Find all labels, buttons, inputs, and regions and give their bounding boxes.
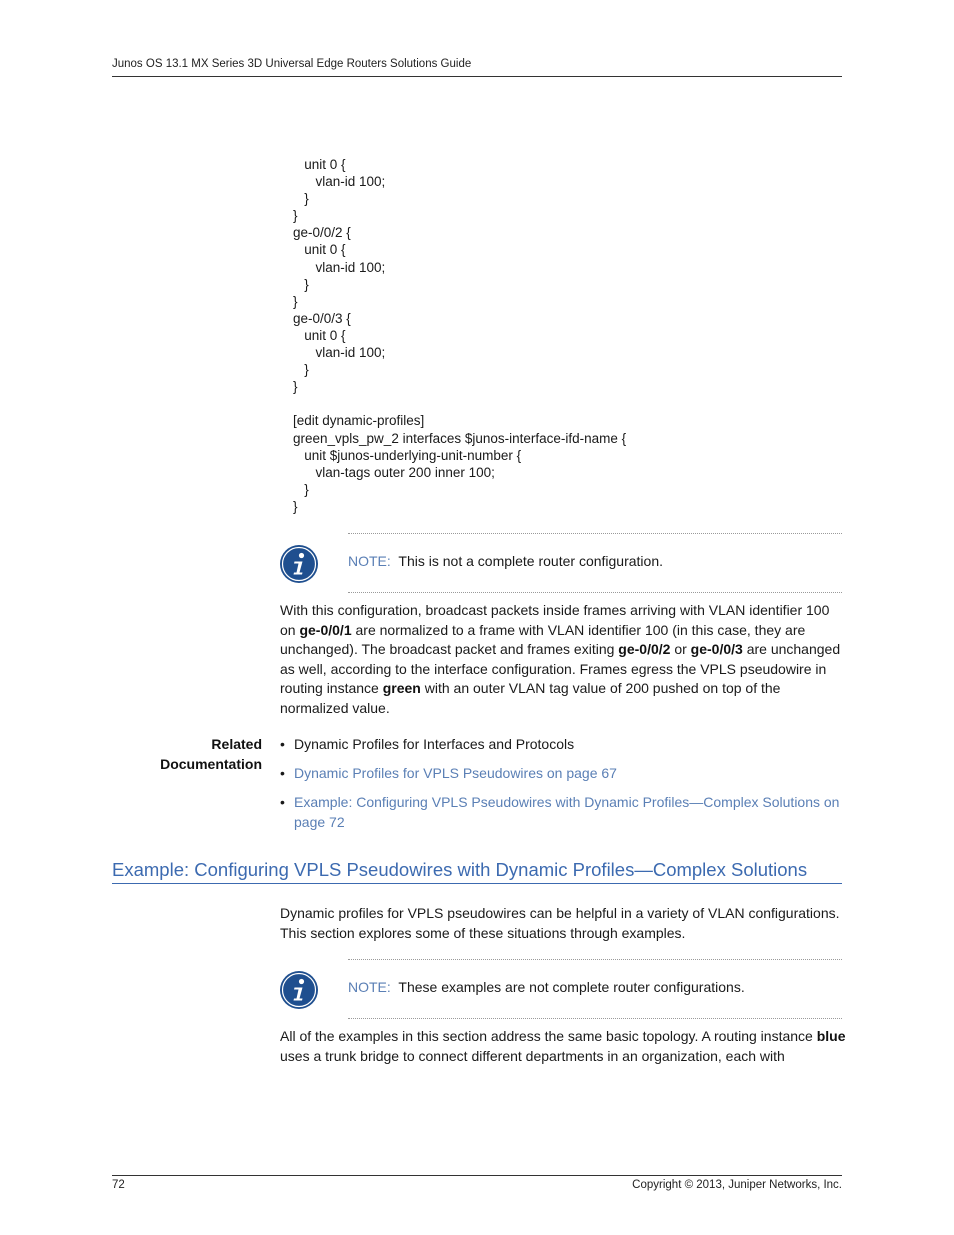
interface-name: ge-0/0/1 [299,621,352,638]
interface-name: ge-0/0/3 [690,641,743,658]
text-run: uses a trunk bridge to connect different departments in an organization, each with [280,1047,785,1064]
code-line: } [293,481,309,497]
section-heading: Example: Configuring VPLS Pseudowires with Dynamic Profiles—Complex Solutions [112,859,808,880]
code-line: vlan-id 100; [293,174,386,190]
related-item [280,734,846,754]
code-line: } [293,379,298,395]
code-line: [edit dynamic-profiles] [293,413,425,429]
label-line: Related [211,736,262,752]
text-run: with an outer VLAN tag value of 200 pushed on top of the normalized value. [280,680,781,716]
text-run: are unchanged as well, according to the interface configuration. Frames egress the VPLS pseudowire in routing instance [280,641,841,697]
body-paragraph [280,1027,846,1066]
section-divider [112,883,842,884]
code-line: ge-0/0/3 { [293,310,351,326]
code-line: } [293,276,309,292]
note-label: NOTE: [348,979,391,995]
related-link-text[interactable]: Dynamic Profiles for VPLS Pseudowires on page 67 [294,765,617,781]
related-documentation-list [280,734,846,841]
note-top-divider [348,533,842,534]
code-line: green_vpls_pw_2 interfaces $junos-interface-ifd-name { [293,430,627,446]
note-text [348,553,663,569]
body-paragraph: Dynamic profiles for VPLS pseudowires can be helpful in a variety of VLAN configurations. This section explores some of these situations through examples. [280,905,840,941]
interface-name: ge-0/0/2 [618,641,671,658]
note-bottom-divider [348,1018,842,1019]
page-number: 72 [112,1179,125,1191]
code-line: } [293,191,309,207]
note-label: NOTE: [348,553,391,569]
header-divider [112,76,842,77]
related-item-text: Dynamic Profiles for Interfaces and Protocols [294,736,575,752]
footer-divider [112,1175,842,1176]
text-run: or [670,641,691,658]
code-line: } [293,362,309,378]
code-line: vlan-id 100; [293,345,386,361]
note-text [348,979,745,995]
running-header: Junos OS 13.1 MX Series 3D Universal Edge Routers Solutions Guide [112,58,472,70]
bullet: • [280,794,285,810]
text-run: With this configuration, broadcast packets inside frames arriving with VLAN identifier 100 on [280,602,830,638]
code-line: unit $junos-underlying-unit-number { [293,447,522,463]
code-line: ge-0/0/2 { [293,225,351,241]
code-line: } [293,293,298,309]
copyright-notice: Copyright © 2013, Juniper Networks, Inc. [632,1179,842,1191]
note-body: These examples are not complete router configurations. [398,979,745,995]
code-line: } [293,498,298,514]
instance-name: blue [816,1028,846,1044]
note-top-divider [348,959,842,960]
code-line: unit 0 { [293,157,346,172]
label-line: Documentation [160,756,262,772]
instance-name: green [382,680,421,697]
body-paragraph [280,601,846,719]
related-link-text[interactable]: Example: Configuring VPLS Pseudowires with Dynamic Profiles—Complex Solutions on page 72 [294,794,840,830]
note-body: This is not a complete router configuration. [398,553,663,569]
code-line: unit 0 { [293,327,346,343]
text-run: are normalized to a frame with VLAN identifier 100 (in this case, they are unchanged). The broadcast packet and frames exiting [280,621,806,658]
code-line [293,395,626,412]
code-line: } [293,208,298,224]
info-icon [279,970,319,1010]
code-line: vlan-tags outer 200 inner 100; [293,464,495,480]
related-link[interactable] [280,792,846,832]
info-icon [279,544,319,584]
code-line: vlan-id 100; [293,259,386,275]
note-bottom-divider [348,592,842,593]
text-run: All of the examples in this section address the same basic topology. A routing instance [280,1028,817,1044]
bullet: • [280,765,285,781]
code-line: unit 0 { [293,242,346,258]
related-link[interactable] [280,763,846,783]
related-documentation-label [140,734,262,774]
bullet: • [280,736,285,752]
code-block [293,156,626,515]
